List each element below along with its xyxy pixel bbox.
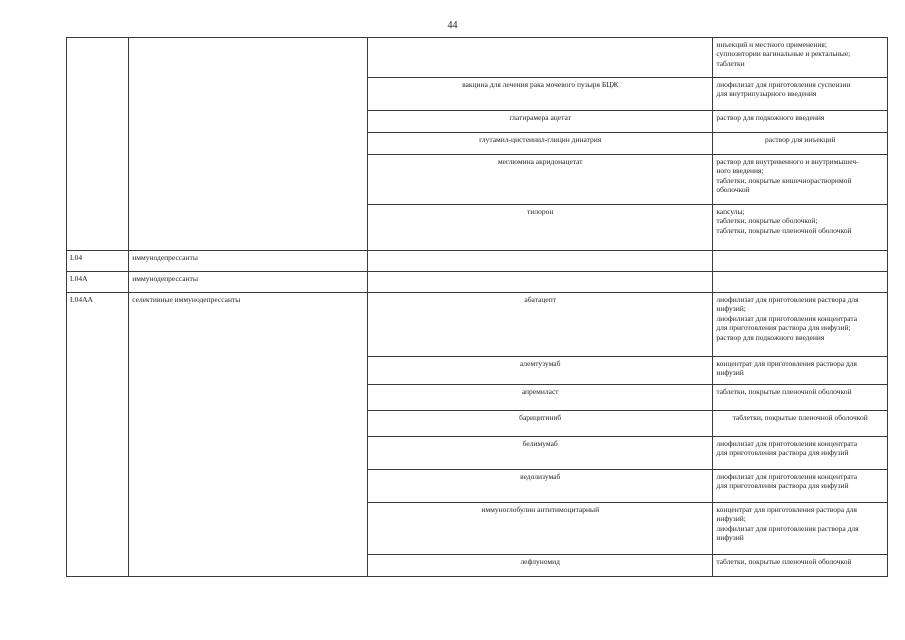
- dosage-form-line: лиофилизат для приготовления раствора для: [716, 523, 859, 533]
- dosage-form-cell: [713, 133, 888, 155]
- page-number: 44: [447, 20, 458, 31]
- dosage-form-line: лиофилизат для приготовления раствора для: [716, 295, 859, 304]
- drug-name-cell: иммуноглобулин антитимоцитарный: [368, 503, 713, 555]
- atc-code-cell: [67, 38, 129, 251]
- dosage-form-line: раствор для инъекций: [764, 135, 836, 144]
- drug-name-cell: тилорон: [368, 205, 713, 251]
- dosage-form-line: лиофилизат для приготовления концентрата: [716, 313, 858, 323]
- dosage-form-cell: [713, 357, 888, 385]
- dosage-form-cell: [713, 437, 888, 470]
- drug-name-cell: ведолизумаб: [368, 470, 713, 503]
- dosage-form-cell: [713, 205, 888, 251]
- group-name-cell: иммунодепрессанты: [129, 251, 368, 272]
- dosage-form-line: ного введения;: [716, 166, 764, 176]
- dosage-form-line: инъекций и местного применения;: [716, 40, 827, 49]
- dosage-form-cell: [713, 272, 888, 293]
- dosage-form-cell: [713, 78, 888, 111]
- drug-name-cell: [368, 38, 713, 78]
- atc-code-cell: L04AA: [67, 293, 129, 577]
- dosage-form-cell: [713, 503, 888, 555]
- drug-table: [66, 37, 888, 577]
- drug-name-cell: глутамил-цистеинил-глицин динатрия: [368, 133, 713, 155]
- drug-name-cell: белимумаб: [368, 437, 713, 470]
- dosage-form-cell: [713, 385, 888, 411]
- dosage-form-line: раствор для внутривенного и внутримышеч-: [716, 157, 859, 166]
- dosage-form-cell: [713, 38, 888, 78]
- dosage-form-line: для внутрипузырного введения: [716, 89, 817, 99]
- drug-name-cell: вакцина для лечения рака мочевого пузыря БЦЖ: [368, 78, 713, 111]
- drug-name-cell: [368, 251, 713, 272]
- dosage-form-line: лиофилизат для приготовления концентрата: [716, 439, 858, 448]
- dosage-form-line: инфузий: [716, 368, 744, 378]
- dosage-form-cell: [713, 555, 888, 577]
- group-name-cell: [129, 38, 368, 251]
- dosage-form-line: концентрат для приготовления раствора для: [716, 359, 858, 368]
- drug-name-cell: барицитиниб: [368, 411, 713, 437]
- table-row: [67, 38, 888, 78]
- dosage-form-line: таблетки, покрытые кишечнорастворимой: [716, 175, 852, 185]
- drug-name-cell: меглюмина акридонацетат: [368, 155, 713, 205]
- drug-name-cell: лефлуномид: [368, 555, 713, 577]
- drug-name-cell: алемтузумаб: [368, 357, 713, 385]
- dosage-form-line: концентрат для приготовления раствора для: [716, 505, 858, 514]
- dosage-form-line: таблетки, покрытые пленочной оболочкой: [716, 225, 852, 235]
- dosage-form-line: для приготовления раствора для инфузий: [716, 448, 849, 458]
- dosage-form-line: инфузий;: [716, 304, 746, 314]
- dosage-form-line: инфузий;: [716, 514, 746, 524]
- dosage-form-line: суппозитории вагинальные и ректальные;: [716, 49, 851, 59]
- dosage-form-cell: [713, 470, 888, 503]
- table-row: [67, 272, 888, 293]
- dosage-form-line: таблетки: [716, 58, 745, 68]
- dosage-form-line: таблетки, покрытые пленочной оболочкой: [732, 413, 868, 422]
- dosage-form-line: таблетки, покрытые пленочной оболочкой: [716, 387, 852, 396]
- dosage-form-line: капсулы;: [716, 207, 745, 216]
- dosage-form-line: раствор для подкожного введения: [716, 113, 825, 122]
- atc-code-cell: L04A: [67, 272, 129, 293]
- drug-name-cell: глатирамера ацетат: [368, 111, 713, 133]
- table-row: [67, 251, 888, 272]
- group-name-cell: иммунодепрессанты: [129, 272, 368, 293]
- dosage-form-line: оболочкой: [716, 185, 750, 195]
- dosage-form-cell: [713, 155, 888, 205]
- dosage-form-cell: [713, 293, 888, 357]
- drug-name-cell: апремиласт: [368, 385, 713, 411]
- group-name-cell: селективные иммунодепрессанты: [129, 293, 368, 577]
- dosage-form-line: таблетки, покрытые пленочной оболочкой: [716, 557, 852, 566]
- dosage-form-line: для приготовления раствора для инфузий;: [716, 323, 851, 333]
- drug-name-cell: абатацепт: [368, 293, 713, 357]
- dosage-form-line: для приготовления раствора для инфузий: [716, 481, 849, 491]
- dosage-form-line: таблетки, покрытые оболочкой;: [716, 216, 818, 226]
- dosage-form-line: лиофилизат для приготовления концентрата: [716, 472, 858, 481]
- dosage-form-cell: [713, 411, 888, 437]
- drug-name-cell: [368, 272, 713, 293]
- atc-code-cell: L04: [67, 251, 129, 272]
- table-row: [67, 293, 888, 357]
- dosage-form-cell: [713, 111, 888, 133]
- dosage-form-line: лиофилизат для приготовления суспензии: [716, 80, 851, 89]
- dosage-form-cell: [713, 251, 888, 272]
- dosage-form-line: раствор для подкожного введения: [716, 332, 825, 342]
- dosage-form-line: инфузий: [716, 533, 744, 543]
